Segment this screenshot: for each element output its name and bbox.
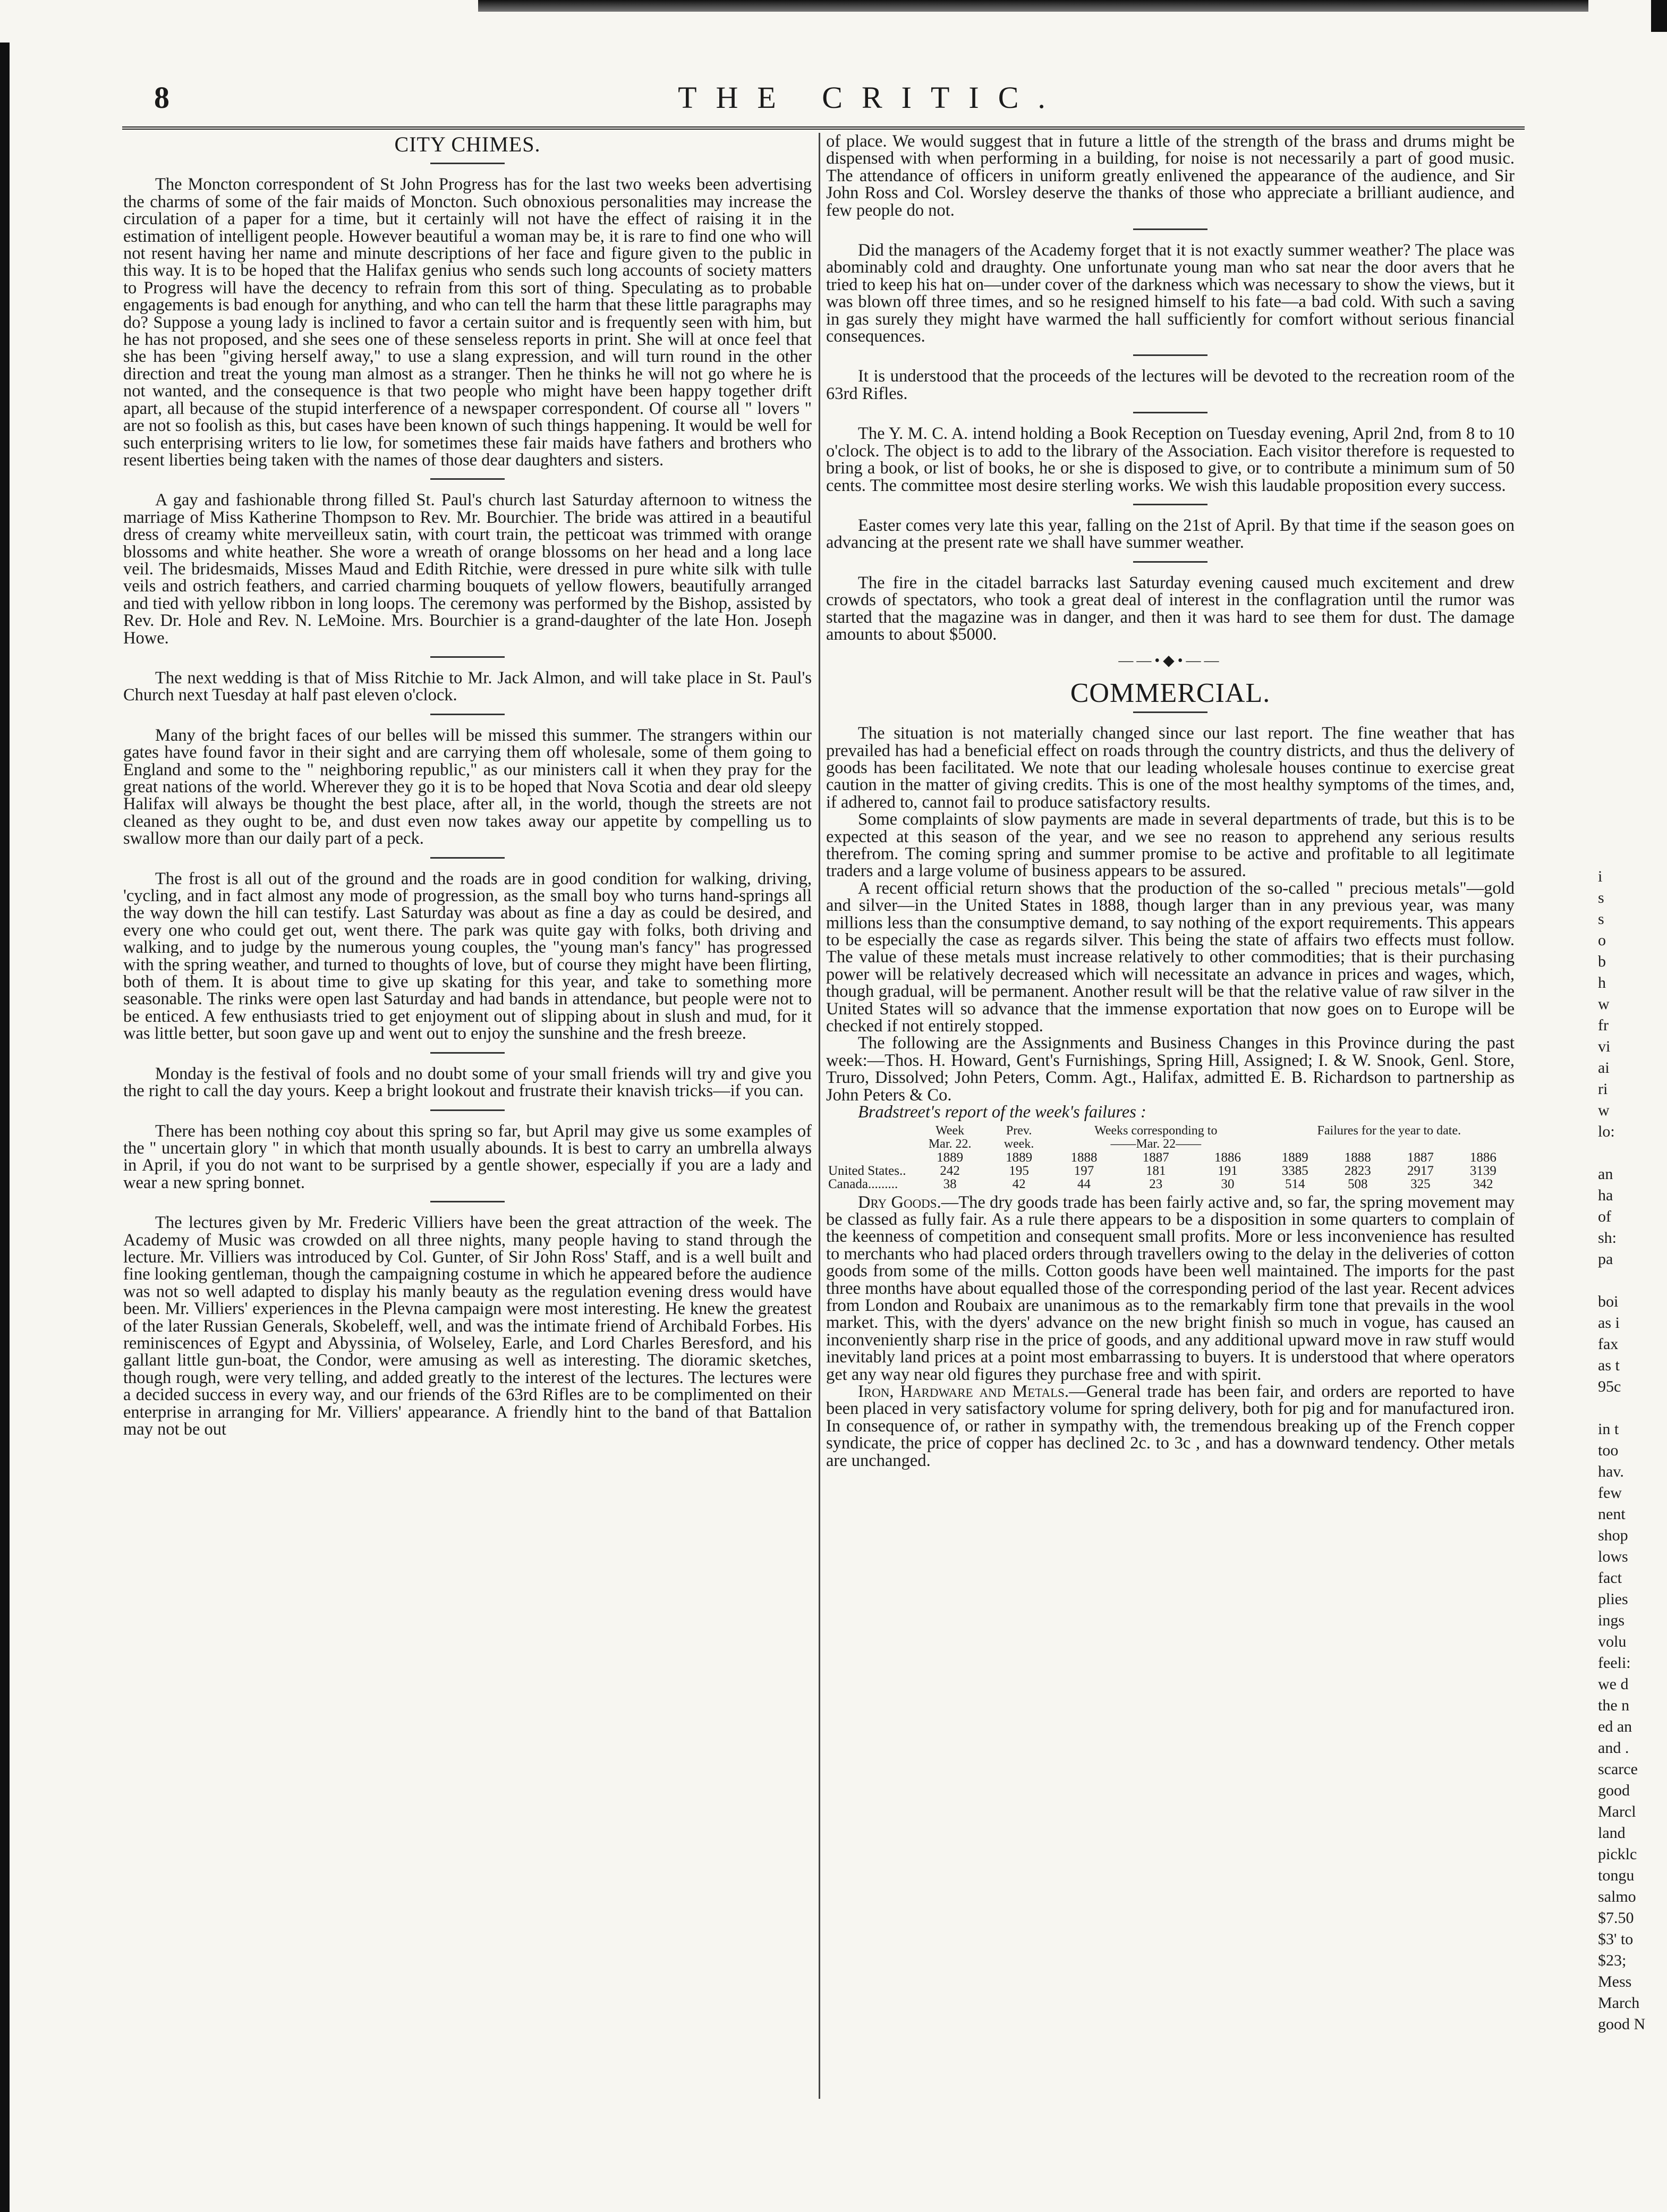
right-column <box>826 133 1515 1469</box>
failures-table-title: Bradstreet's report of the week's failures : <box>858 1103 1146 1122</box>
masthead: THE CRITIC. <box>678 80 1065 115</box>
city-chimes-heading: CITY CHIMES. <box>394 132 541 156</box>
failures-table <box>826 1124 1515 1191</box>
article-paragraph: The Moncton correspondent of St John Progress has for the last two weeks been advertising the charms of some of the fair maids of Moncton. Such obnoxious personalities may increase the circulation of a paper for a time, but it certainly will not have the effect of raising it in the estimation of intelligent people. However beautiful a woman may be, it is rare to find one who will not resent having her name and minute descriptions of her face and figure given to the public in this way. It is to be hoped that the Halifax genius who sends such long accounts of society matters to Progress will have the decency to refrain from this sort of thing. Speculating as to probable engagements is bad enough for anything, and who can tell the harm that these little paragraphs may do? Suppose a young lady is inclined to favor a certain suitor and is frequently seen with him, but he has not proposed, and she sees one of these senseless reports in print. She will at once feel that she has been "giving herself away," to use a slang expression, and will turn round in the other direction and treat the young man almost as a stranger. Then he thinks he will not go where he is not wanted, and the consequence is that two people who might have been happy together drift apart, all because of the stupid interference of a newspaper correspondent. Of course all " lovers " are not so foolish as this, but cases have been known of such things happening. It would be well for such enterprising writers to lie low, for sometimes these fair maids have fathers and brothers who resent liberties being taken with the names of those dear daughters and sisters. <box>123 175 812 470</box>
edge-fragment: boi <box>1598 1293 1619 1310</box>
edge-fragment: $7.50 <box>1598 1909 1634 1927</box>
edge-fragment <box>1598 1142 1662 1164</box>
article-paragraph: The frost is all out of the ground and the roads are in good condition for walking, driving, 'cycling, and in fact almost any mode of progression, as the small boy who turns hand-springs all the way down the hill can testify. Last Saturday was about as fine a day as could be desired, and every one who could get out, went there. The park was quite gay with folks, both driving and walking, and to judge by the numerous young couples, the "young man's fancy" has progressed with the spring weather, and turned to thoughts of love, but of course they might have been flirting, both of them. It is about time to give up skating for this year, and take to something more seasonable. The rinks were open last Saturday and had bands in attendance, but people were not to be enticed. A few enthusiasts tried to get enjoyment out of slipping about in slush and mud, for it was little better, but soon gave up and went out to enjoy the sunshine and the fresh breeze. <box>123 869 812 1044</box>
table-cell: 44 <box>1077 1176 1091 1191</box>
edge-fragment: as i <box>1598 1314 1620 1332</box>
table-cell: 2823 <box>1344 1163 1371 1178</box>
section-rule <box>430 1052 505 1054</box>
scan-right-edge <box>1651 0 1667 32</box>
table-header-row <box>826 1138 1515 1151</box>
edge-fragment: lows <box>1598 1548 1628 1565</box>
edge-fragment: feeli: <box>1598 1654 1631 1672</box>
edge-fragment: s <box>1598 889 1604 906</box>
table-cell: 1887 <box>1142 1150 1169 1165</box>
section-rule <box>430 656 505 658</box>
edge-fragment: ri <box>1598 1080 1608 1098</box>
edge-fragment: few <box>1598 1484 1622 1502</box>
table-cell: 195 <box>1009 1163 1029 1178</box>
edge-fragment: the n <box>1598 1697 1630 1714</box>
table-header-cell: Prev. <box>1006 1123 1032 1138</box>
table-cell: 1888 <box>1070 1150 1098 1165</box>
edge-fragment: of <box>1598 1208 1611 1225</box>
edge-fragment: ha <box>1598 1186 1613 1204</box>
edge-fragment: good N <box>1598 2015 1646 2033</box>
edge-fragment: $23; <box>1598 1952 1627 1969</box>
table-cell: 2917 <box>1407 1163 1434 1178</box>
edge-fragment: b <box>1598 953 1606 970</box>
section-rule <box>430 857 505 859</box>
edge-fragment: an <box>1598 1165 1613 1183</box>
section-rule <box>430 714 505 715</box>
commercial-paragraph: The situation is not materially changed since our last report. The fine weather that has prevailed has had a beneficial effect on roads through the country districts, and thus the delivery of goods has been facilitated. We note that our leading wholesale houses continue to exercise great caution in the matter of giving credits. This is one of the most healthy symptoms of the times, and, if adhered to, cannot fail to produce satisfactory results. <box>826 724 1515 812</box>
edge-fragment: we d <box>1598 1675 1629 1693</box>
table-row-label: Canada......... <box>828 1176 898 1191</box>
section-ornament: ——•◆•—— <box>1118 652 1222 669</box>
edge-fragment: scarce <box>1598 1760 1638 1778</box>
dry-goods-paragraph <box>826 1194 1515 1383</box>
article-paragraph: It is understood that the proceeds of the lectures will be devoted to the recreation room of the 63rd Rifles. <box>826 367 1515 403</box>
commercial-paragraph: Some complaints of slow payments are made in several departments of trade, but this is to be expected at this season of the year, and we see no reason to apprehend any serious results therefrom. The coming spring and summer promise to be active and profitable to all legitimate traders and a large volume of business appears to be assured. <box>826 810 1515 881</box>
edge-fragment: plies <box>1598 1590 1628 1608</box>
edge-fragment: good <box>1598 1782 1630 1799</box>
edge-fragment: land <box>1598 1824 1626 1842</box>
edge-fragment: w <box>1598 1101 1610 1119</box>
edge-fragment: hav. <box>1598 1463 1624 1480</box>
edge-fragment: volu <box>1598 1633 1627 1650</box>
edge-fragment: fact <box>1598 1569 1622 1587</box>
table-cell: 197 <box>1074 1163 1094 1178</box>
edge-fragment <box>1598 1397 1662 1419</box>
article-paragraph: The fire in the citadel barracks last Saturday evening caused much excitement and drew crowds of spectators, who took a great deal of interest in the conflagration until the rumor was started that the magazine was in danger, and then it was hard to see them for dust. The damage amounts to about $5000. <box>826 573 1515 644</box>
iron-paragraph <box>826 1383 1515 1469</box>
table-cell: 30 <box>1221 1176 1235 1191</box>
edge-fragment: picklc <box>1598 1845 1637 1863</box>
edge-fragment: ed an <box>1598 1718 1632 1735</box>
edge-fragment: h <box>1598 974 1606 991</box>
table-header-cell: ——Mar. 22—— <box>1110 1137 1202 1151</box>
edge-fragment: $3' to <box>1598 1930 1634 1948</box>
edge-fragment: shop <box>1598 1527 1628 1544</box>
iron-lead: Iron, Hardware and Metals. <box>858 1382 1069 1401</box>
table-cell: 42 <box>1012 1176 1026 1191</box>
table-cell: 508 <box>1348 1176 1368 1191</box>
article-paragraph: Did the managers of the Academy forget that it is not exactly summer weather? The place was abominably cold and draughty. One unfortunate young man who sat near the door avers that he tried to keep his hat on—under cover of the darkness which was necessary to show the views, but it was blown off three times, and so he resigned himself to his fate—a bad cold. With such a saving in gas surely they might have warmed the hall sufficiently for comfort without serious financial consequences. <box>826 241 1515 346</box>
page-header <box>154 80 1541 133</box>
table-cell: 1889 <box>937 1150 964 1165</box>
section-rule <box>1133 711 1207 713</box>
edge-fragment: nent <box>1598 1505 1626 1523</box>
section-rule <box>1133 412 1207 413</box>
article-paragraph: The lectures given by Mr. Frederic Villiers have been the great attraction of the week. The Academy of Music was crowded on all three nights, many people having to stand through the lecture. Mr. Villiers was introduced by Col. Gunter, of Sir John Ross' Staff, and is a well built and fine looking gentleman, though the campaigning costume in which he appeared before the audience was not so well adapted to display his manly beauty as the regulation evening dress would have been. Mr. Villiers' experiences in the Plevna campaign were most interesting. He knew the greatest of the later Russian Generals, Skobeleff, well, and was the intimate friend of Archibald Forbes. His reminiscences of Egypt and Abyssinia, of Wolseley, Earle, and Lord Charles Beresford, and his gallant little gun-boat, the Condor, were amusing as well as interesting. The dioramic sketches, though rough, were very telling, and added greatly to the interest of the lectures. The lectures were a decided success in every way, and our friends of the 63rd Rifles are to be complimented on their enterprise in arranging for Mr. Villiers' appearance. A friendly hint to the band of that Battalion may not be out <box>123 1213 812 1439</box>
section-rule <box>430 478 505 480</box>
section-rule <box>1133 354 1207 356</box>
article-paragraph: Easter comes very late this year, falling on the 21st of April. By that time if the season goes on advancing at the present rate we shall have summer weather. <box>826 515 1515 553</box>
column-divider <box>819 133 820 2099</box>
section-rule <box>430 1201 505 1202</box>
table-row <box>826 1177 1515 1191</box>
table-cell: 242 <box>940 1163 960 1178</box>
edge-fragment: Marcl <box>1598 1803 1636 1820</box>
edge-fragment: o <box>1598 931 1606 949</box>
table-year-row <box>826 1151 1515 1164</box>
article-paragraph: The next wedding is that of Miss Ritchie to Mr. Jack Almon, and will take place in St. Paul's Church next Tuesday at half past eleven o'clock. <box>123 668 812 705</box>
table-cell: 1888 <box>1344 1150 1371 1165</box>
edge-fragment: s <box>1598 910 1604 928</box>
table-header-cell: Failures for the year to date. <box>1317 1123 1461 1138</box>
section-rule <box>1133 228 1207 230</box>
edge-fragment: too <box>1598 1442 1619 1459</box>
edge-fragment: pa <box>1598 1250 1613 1268</box>
iron-text: —General trade has been fair, and orders are reported to have been placed in very satisfactory volume for spring delivery, both for pig and for manufactured iron. In consequence of, or rather in sympathy with, the tremendous breaking up of the French copper syndicate, the price of copper has declined 2c. to 3c , and has a downward tendency. Other metals are unchanged. <box>826 1382 1515 1470</box>
table-header-cell: week. <box>1003 1137 1034 1151</box>
table-row-label: United States.. <box>828 1163 906 1178</box>
edge-fragment: sh: <box>1598 1229 1617 1247</box>
edge-fragment <box>1598 1270 1662 1291</box>
section-rule <box>1133 561 1207 563</box>
table-cell: 1889 <box>1006 1150 1033 1165</box>
edge-fragment: as t <box>1598 1357 1620 1374</box>
table-cell: 342 <box>1473 1176 1493 1191</box>
edge-fragment: in t <box>1598 1420 1619 1438</box>
edge-fragment: fax <box>1598 1335 1619 1353</box>
edge-fragment: and . <box>1598 1739 1629 1757</box>
scan-left-edge <box>0 43 10 2212</box>
table-cell: 1887 <box>1407 1150 1434 1165</box>
edge-fragment: 95c <box>1598 1378 1621 1395</box>
table-cell: 1886 <box>1214 1150 1241 1165</box>
edge-fragment: tongu <box>1598 1867 1635 1884</box>
table-cell: 23 <box>1149 1176 1163 1191</box>
edge-fragment: ings <box>1598 1612 1625 1629</box>
edge-fragment: March <box>1598 1994 1640 2012</box>
table-header-cell: Mar. 22. <box>928 1137 972 1151</box>
commercial-paragraph: The following are the Assignments and Business Changes in this Province during the past week:—Thos. H. Howard, Gent's Furnishings, Spring Hill, Assigned; I. & W. Snook, Genl. Store, Truro, Dissolved; John Peters, Comm. Agt., Halifax, admitted E. B. Richardson to partnership as John Peters & Co. <box>826 1033 1515 1105</box>
table-cell: 1889 <box>1281 1150 1308 1165</box>
header-rule <box>122 126 1525 130</box>
section-rule <box>1133 504 1207 505</box>
table-cell: 191 <box>1218 1163 1238 1178</box>
edge-fragment: i <box>1598 868 1603 885</box>
table-cell: 3385 <box>1281 1163 1308 1178</box>
dry-goods-text: —The dry goods trade has been fairly active and, so far, the spring movement may be classed as fully fair. As a rule there appears to be a disposition in some quarters to complain of the keenness of competition and consequent small profits. More or less inconvenience has resulted to merchants who had placed orders through travellers owing to the delay in the deliveries of cotton goods from some of the mills. Cotton goods have been well maintained. The imports for the past three months have about equalled those of the corresponding period of the last year. Recent advices from London and Roubaix are unanimous as to the remarkably firm tone that prevails in the wool market. This, with the dyers' advance on the new bright finish so much in vogue, has caused an inconveniently sharp rise in the price of goods, and any additional upward move in raw stuff would inevitably land prices at a point most embarrassing to buyers. It is understood that where operators get any way near old figures they purchase free and with spirit. <box>826 1192 1515 1384</box>
page-number: 8 <box>154 80 169 115</box>
edge-fragment: w <box>1598 995 1610 1013</box>
table-row <box>826 1164 1515 1177</box>
edge-fragment: Mess <box>1598 1973 1632 1990</box>
table-cell: 325 <box>1410 1176 1431 1191</box>
article-paragraph: A gay and fashionable throng filled St. Paul's church last Saturday afternoon to witness the marriage of Miss Katherine Thompson to Rev. Mr. Bourchier. The bride was attired in a beautiful dress of creamy white merveilleux satin, with court train, the petticoat was trimmed with orange blossoms and white heather. She wore a wreath of orange blossoms on her head and a long lace veil. The bridesmaids, Misses Maud and Edith Ritchie, were dressed in pure white silk with tulle veils and ostrich feathers, and carried charming bouquets of yellow flowers, beautifully arranged and tied with yellow ribbon in long loops. The ceremony was performed by the Bishop, assisted by Rev. Dr. Hole and Rev. N. LeMoine. Mrs. Bourchier is a grand-daughter of the late Hon. Joseph Howe. <box>123 490 812 648</box>
table-header-cell: Week <box>935 1123 965 1138</box>
table-header-cell: Weeks corresponding to <box>1094 1123 1218 1138</box>
section-rule <box>430 1109 505 1111</box>
table-cell: 1886 <box>1469 1150 1496 1165</box>
left-column <box>123 133 812 1438</box>
commercial-paragraph: A recent official return shows that the production of the so-called " precious metals"—gold and silver—in the United States in 1888, though larger than in any previous year, was many millions less than the consumptive demand, to say nothing of the export requirements. This appears to be especially the case as regards silver. This being the state of affairs two effects must follow. The value of these metals must increase relatively to other commodities; that is their purchasing power will be relatively decreased which will necessitate an advance in prices and wages, which, though gradual, will be permanent. Another result will be that the relative value of raw silver in the United States will so advance that the immense exportation that now goes on to Europe will be checked if not entirely stopped. <box>826 878 1515 1036</box>
edge-fragment: vi <box>1598 1038 1611 1055</box>
article-paragraph: The Y. M. C. A. intend holding a Book Reception on Tuesday evening, April 2nd, from 8 to 10 o'clock. The object is to add to the library of the Association. Each visitor therefore is requested to bring a book, or list of books, he or she is disposed to give, or to contribute a minimum sum of 50 cents. The committee most desire sterling works. We wish this laudable proposition every success. <box>826 424 1515 495</box>
table-cell: 38 <box>943 1176 957 1191</box>
article-paragraph: There has been nothing coy about this spring so far, but April may give us some examples of the " uncertain glory " in which that month usually abounds. It is best to carry an umbrella always in April, if you do not want to be surprised by a gentle shower, especially if you are a lady and wear a new spring bonnet. <box>123 1121 812 1192</box>
dry-goods-lead: Dry Goods. <box>858 1192 941 1212</box>
table-cell: 514 <box>1285 1176 1305 1191</box>
edge-fragment: ai <box>1598 1059 1610 1077</box>
commercial-heading: COMMERCIAL. <box>1070 677 1271 708</box>
edge-fragment: lo: <box>1598 1123 1615 1140</box>
edge-fragment: salmo <box>1598 1888 1636 1905</box>
table-cell: 3139 <box>1469 1163 1496 1178</box>
article-paragraph: Monday is the festival of fools and no doubt some of your small friends will try and give you the right to call the day yours. Keep a bright lookout and frustrate their knavish tricks—if you can. <box>123 1064 812 1101</box>
article-paragraph: Many of the bright faces of our belles will be missed this summer. The strangers within our gates have found favor in their sight and are carrying them off wholesale, some of them going to England and some to the " neighboring republic," as our ministers call it when they pray for the great nations of the world. Wherever they go it is to be hoped that Nova Scotia and dear old sleepy Halifax will always be thought the best place, after all, in the world, though the streets are not cleaned as they ought to be, and dust even now takes away our appetite by compelling us to swallow more than our daily part of a peck. <box>123 725 812 849</box>
edge-fragment: fr <box>1598 1016 1609 1034</box>
section-rule <box>430 163 505 164</box>
scan-top-edge <box>478 0 1588 12</box>
article-paragraph: of place. We would suggest that in future a little of the strength of the brass and drums might be dispensed with when performing in a building, for noise is not necessarily a part of good music. The attendance of officers in uniform greatly enlivened the appearance of the audience, and Sir John Ross and Col. Worsley deserve the thanks of those who appreciate a brilliant audience, and few people do not. <box>826 132 1515 220</box>
table-cell: 181 <box>1146 1163 1166 1178</box>
adjacent-page-fragments <box>1598 866 1662 2035</box>
table-header-row <box>826 1124 1515 1138</box>
